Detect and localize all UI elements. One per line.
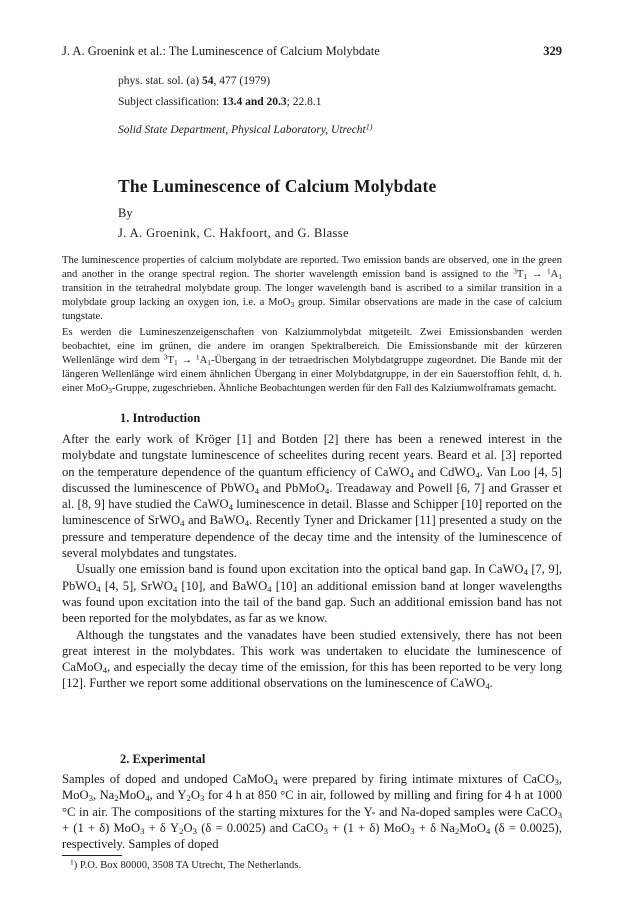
- author-list: J. A. Groenink, C. Hakfoort, and G. Blasse: [118, 226, 350, 240]
- subject-classification: Subject classification: 13.4 and 20.3; 22.8.1: [118, 96, 322, 108]
- by-line: By: [118, 206, 133, 220]
- journal-reference: phys. stat. sol. (a) 54, 477 (1979): [118, 75, 271, 87]
- running-header: [62, 44, 562, 59]
- section-heading-experimental: 2. Experimental: [120, 752, 206, 766]
- introduction-body: After the early work of Kröger [1] and Botden [2] there has been a renewed interest in the molybdate and tungstate luminescence of scheelites during recent years. Beard et al. [3] reported on the temperature dependence of the quantum efficiency of CaWO$_4$ and CdWO$_4$. Van Loo [4, 5] discussed the luminescence of PbWO$_4$ and PbMoO$_4$. Treadaway and Powell [6, 7] and Grasser et al. [8, 9] have studied the CaWO$_4$ luminescence in detail. Blasse and Schipper [10] reported on the luminescence of SrWO$_4$ and BaWO$_4$. Recently Tyner and Drickamer [11] presented a study on the pressure and temperature dependence of the decay time and the intensity of the luminescence of several molybdates and tungstates. Usually one emission band is found upon excitation into the optical band gap. In CaWO$_4$ [7, 9], PbWO$_4$ [4, 5], SrWO$_4$ [10], and BaWO$_4$ [10] an additional emission band at longer wavelengths was found upon excitation into the tail of the band gap. Such an additional emission band has not been reported for the molybdates, as far as we know. Although the tungstates and the vanadates have been studied extensively, there has not been great interest in the molybdates. This work was undertaken to elucidate the luminescence of CaMoO$_4$, and especially the decay time of the emission, for this has been reported to be very long [12]. Further we report some additional observations on the luminescence of CaWO$_4$.: [62, 432, 563, 692]
- affiliation: Solid State Department, Physical Laboratory, Utrecht$^{1)}$: [118, 122, 373, 136]
- footnote-rule: [62, 855, 122, 856]
- page-number: 329: [543, 44, 562, 58]
- experimental-body: Samples of doped and undoped CaMoO$_4$ were prepared by firing intimate mixtures of CaCO$_3$, MoO$_3$, $Na_2MoO_4$, and $Y_2O_3$ for 4 h at 850 °C in air, followed by milling and firing for 4 h at 1000 °C in air. The compositions of the starting mixtures for the Y- and Na-doped samples were CaCO$_3$ + (1 + δ) MoO$_3$ + δ $Y_2O_3$ (δ = 0.0025) and CaCO$_3$ + (1 + δ) MoO$_3$ + δ $Na_2MoO_4$ (δ = 0.0025), respectively. Samples of doped: [62, 772, 562, 852]
- abstract-german: Es werden die Lumineszenzeigenschaften von Kalziummolybdat mitgeteilt. Zwei Emissionsbanden werden beobachtet, eine im grünen, die andere im orangen Spektralbereich. Die Emissionsbande mit der kürzeren Wellenlänge wird dem $^3T_1$ → $^1A_1$-Übergang in der tetraedrischen Molybdatgruppe zugeordnet. Die Bande mit der längeren Wellenlänge wird einem ähnlichen Übergang in einer Molybdatgruppe, in der ein Sauerstoffion fehlt, d. h. einer MoO$_3$-Gruppe, zugeschrieben. Ähnliche Beobachtungen werden für den Fall des Kalziumwolframats gemacht.: [62, 327, 562, 395]
- section-heading-introduction: 1. Introduction: [120, 411, 201, 425]
- abstract-english: The luminescence properties of calcium molybdate are reported. Two emission bands are observed, one in the green and another in the orange spectral region. The shorter wavelength emission band is assigned to the $^3T_1 \to ^1A_1$ transition in the tetrahedral molybdate group. The longer wavelength band is ascribed to a similar transition in a molybdate group lacking an oxygen ion, i.e. a MoO$_3$ group. Similar observations are made in the case of calcium tungstate.: [62, 255, 562, 322]
- paper-title: The Luminescence of Calcium Molybdate: [118, 176, 437, 196]
- running-header-text: J. A. Groenink et al.: The Luminescence of Calcium Molybdate: [62, 44, 380, 58]
- footnote: $^1$) P.O. Box 80000, 3508 TA Utrecht, The Netherlands.: [70, 857, 302, 871]
